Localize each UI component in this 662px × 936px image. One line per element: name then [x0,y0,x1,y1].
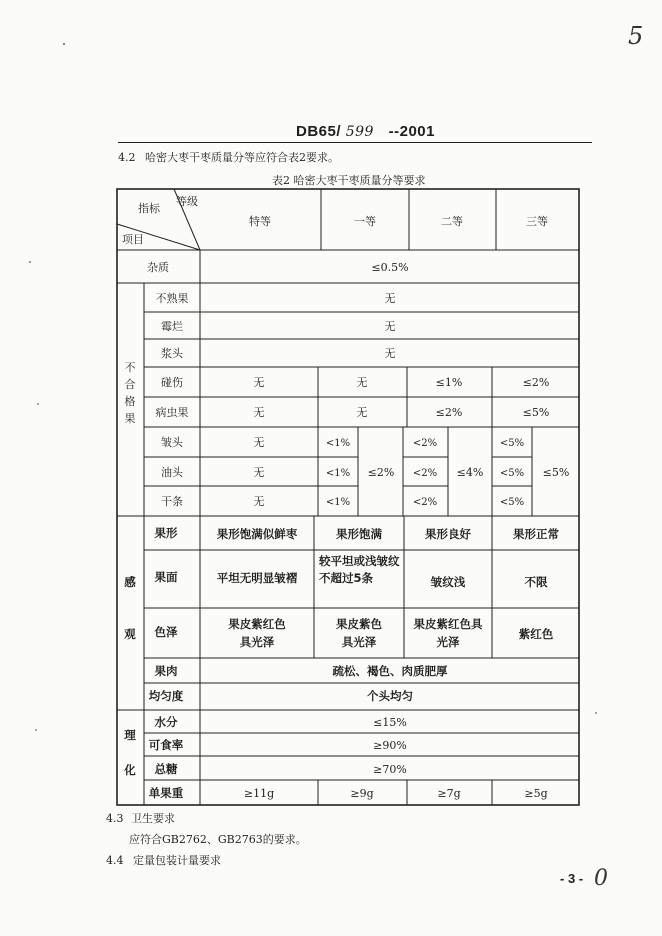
grade-header-first: 一等 [354,215,376,228]
unripe-label: 不熟果 [155,292,189,305]
bruise-second: ≤1% [435,376,463,389]
dry-premium: 无 [253,495,265,508]
pest-premium: 无 [253,406,265,419]
impurity-value: ≤0.5% [371,261,409,274]
pulpy-label: 浆头 [161,347,183,360]
color-premium-line1: 果皮紫红色 [228,617,286,631]
shriveled-first: <1% [325,438,351,449]
unripe-value: 无 [384,292,396,305]
pulpy-value: 无 [384,347,396,360]
surface-label: 果面 [154,570,178,584]
dry-first: <1% [325,497,351,508]
edible-rate-label: 可食率 [148,738,184,752]
dry-third: <5% [499,497,525,508]
bruise-label: 碰伤 [161,376,183,389]
physchem-group-char: 化 [124,763,136,777]
shape-third: 果形正常 [513,527,559,541]
physchem-group-char: 理 [124,728,136,742]
dry-second: <2% [412,497,438,508]
oily-label: 油头 [161,466,183,479]
subtotal-third: ≤5% [542,466,570,479]
pest-first: 无 [356,406,368,419]
standard-year: --2001 [388,123,435,140]
water-label: 水分 [154,715,178,729]
shriveled-label: 皱头 [161,436,183,449]
grade-header-third: 三等 [526,215,548,228]
color-first-line1: 果皮紫色 [336,617,382,631]
sensory-group-char: 观 [124,627,136,641]
shriveled-premium: 无 [253,436,265,449]
unqualified-group-char: 格 [124,395,136,408]
color-premium-line2: 具光泽 [239,635,275,649]
unqualified-group-char: 合 [124,378,136,391]
color-label: 色泽 [154,625,178,639]
shriveled-third: <5% [499,438,525,449]
shape-second: 果形良好 [425,527,471,541]
shriveled-second: <2% [412,438,438,449]
oily-premium: 无 [253,466,265,479]
page-number: - 3 - [560,871,584,886]
unqualified-group-char: 果 [124,412,136,425]
flesh-value: 疏松、褐色、肉质肥厚 [332,664,448,678]
grade-header-second: 二等 [441,215,463,228]
section-4-3-title: 卫生要求 [131,812,175,825]
table-caption: 表2 哈密大枣干枣质量分等要求 [272,174,426,187]
corner-item-label: 项目 [122,233,144,246]
shape-label: 果形 [154,526,178,540]
section-4-3-text: 应符合GB2762、GB2763的要求。 [129,833,307,846]
shape-first: 果形饱满 [336,527,382,541]
dry-label: 干条 [161,495,183,508]
bruise-third: ≤2% [522,376,550,389]
surface-second: 皱纹浅 [430,575,466,589]
water-value: ≤15% [373,716,407,729]
edible-rate-value: ≥90% [373,739,407,752]
pest-second: ≤2% [435,406,463,419]
color-second-line2: 光泽 [436,635,460,649]
unqualified-group-char: 不 [124,361,136,374]
single-weight-premium: ≥11g [243,787,275,800]
corner-grade-label: 等级 [176,195,198,208]
single-weight-second: ≥7g [437,787,461,800]
bruise-premium: 无 [253,376,265,389]
section-4-4-number: 4.4 [106,854,124,867]
single-weight-label: 单果重 [148,786,184,800]
handwritten-standard-number: 599 [345,124,374,140]
grade-header-premium: 特等 [249,215,271,228]
oily-third: <5% [499,468,525,479]
handwritten-page-mark: 0 [594,866,608,891]
surface-premium: 平坦无明显皱褶 [216,571,298,585]
total-sugar-label: 总糖 [154,762,178,776]
single-weight-first: ≥9g [350,787,374,800]
shape-premium: 果形饱满似鲜枣 [216,527,298,541]
pest-third: ≤5% [522,406,550,419]
total-sugar-value: ≥70% [373,763,407,776]
oily-first: <1% [325,468,351,479]
section-4-2-number: 4.2 [118,151,136,164]
corner-index-label: 指标 [138,202,160,215]
uniformity-value: 个头均匀 [367,689,413,703]
handwritten-corner-mark: 5 [628,22,644,50]
color-first-line2: 具光泽 [341,635,377,649]
section-4-3-number: 4.3 [106,812,124,825]
uniformity-label: 均匀度 [148,689,184,703]
sensory-group-char: 感 [124,575,136,589]
bruise-first: 无 [356,376,368,389]
surface-first-line1: 较平坦或浅皱纹 [319,554,400,568]
single-weight-third: ≥5g [524,787,548,800]
mold-value: 无 [384,320,396,333]
color-second-line1: 果皮紫红色具 [413,617,483,631]
oily-second: <2% [412,468,438,479]
section-4-4-title: 定量包装计量要求 [133,854,221,867]
impurity-label: 杂质 [147,261,169,274]
standard-prefix: DB65/ [296,123,342,140]
surface-third: 不限 [524,575,548,589]
section-4-2-text: 哈密大枣干枣质量分等应符合表2要求。 [145,151,339,164]
subtotal-first: ≤2% [367,466,395,479]
mold-label: 霉烂 [161,320,183,333]
subtotal-second: ≤4% [456,466,484,479]
color-third: 紫红色 [518,627,554,641]
surface-first-line2: 不超过5条 [319,571,374,585]
pest-label: 病虫果 [155,406,189,419]
flesh-label: 果肉 [154,664,178,678]
